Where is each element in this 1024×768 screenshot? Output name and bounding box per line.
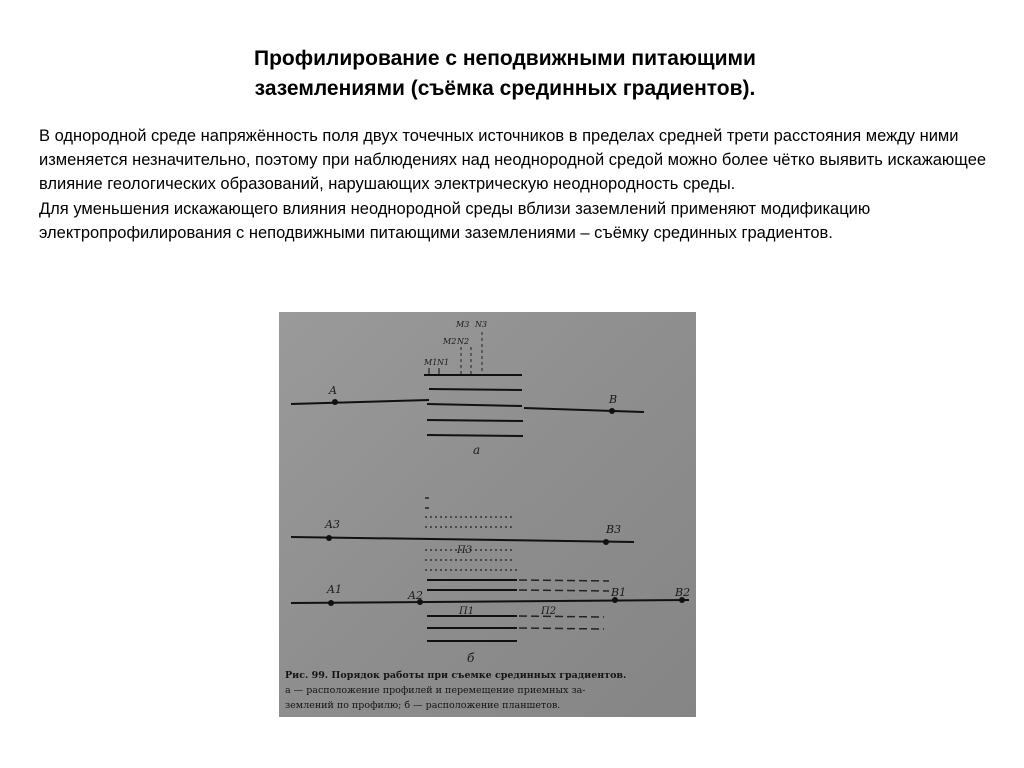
label-b3: B3 [606,523,622,536]
scan-background [279,312,696,717]
electrode-b [609,408,615,414]
label-p1: П1 [459,606,475,617]
label-p3: П3 [457,545,473,556]
electrode-a3 [326,535,332,541]
part-b-label: б [467,651,475,665]
title-line-2: заземлениями (съёмка срединных градиентов). [254,77,756,100]
label-a1: A1 [327,583,342,596]
label-a3: A3 [325,518,340,531]
label-m1: M1 [424,358,438,367]
label-b1: B1 [611,586,627,599]
paragraph-1: В однородной среде напряжённость поля двух точечных источников в пределах средней трети расстояния между ними изменяется незначительно, поэтому при наблюдениях над неоднородной средой можно более чётко выявить искажающее влияние геологических образований, нарушающих электрическую неоднородность среды. [39,127,987,194]
caption-line-3: землений по профилю; б — расположение планшетов. [285,700,561,711]
caption-line-1: Рис. 99. Порядок работы при съемке срединных градиентов. [285,670,627,681]
paragraph-2: Для уменьшения искажающего влияния неоднородной среды вблизи заземлений применяют модификацию электропрофилирования с неподвижными питающими заземлениями – съёмку срединных градиентов. [39,199,871,242]
body-text [39,124,999,245]
electrode-b3 [603,539,609,545]
title-line-1: Профилирование с неподвижными питающими [254,47,756,70]
figure-diagram [279,312,696,717]
electrode-a [332,399,338,405]
electrode-a1 [328,600,334,606]
label-b2: B2 [675,586,691,599]
part-a-label: а [473,443,481,457]
dashed-profile-4 [519,628,604,629]
figure-scan [279,312,696,717]
label-a2: A2 [408,589,423,602]
receiver-profile-2 [429,389,522,390]
label-n3: N3 [475,320,488,329]
slide-title [100,44,910,104]
label-p2: П2 [541,606,557,617]
label-a: A [329,384,337,397]
label-m2: M2 [443,337,457,346]
caption-line-2: а — расположение профилей и перемещение приемных за- [285,685,586,696]
label-n2: N2 [457,337,470,346]
label-b: B [609,393,618,406]
label-n1: N1 [437,358,450,367]
receiver-profile-4 [427,420,523,421]
label-m3: M3 [456,320,470,329]
receiver-profile-5 [427,435,523,436]
dashed-profile-3 [519,616,604,617]
